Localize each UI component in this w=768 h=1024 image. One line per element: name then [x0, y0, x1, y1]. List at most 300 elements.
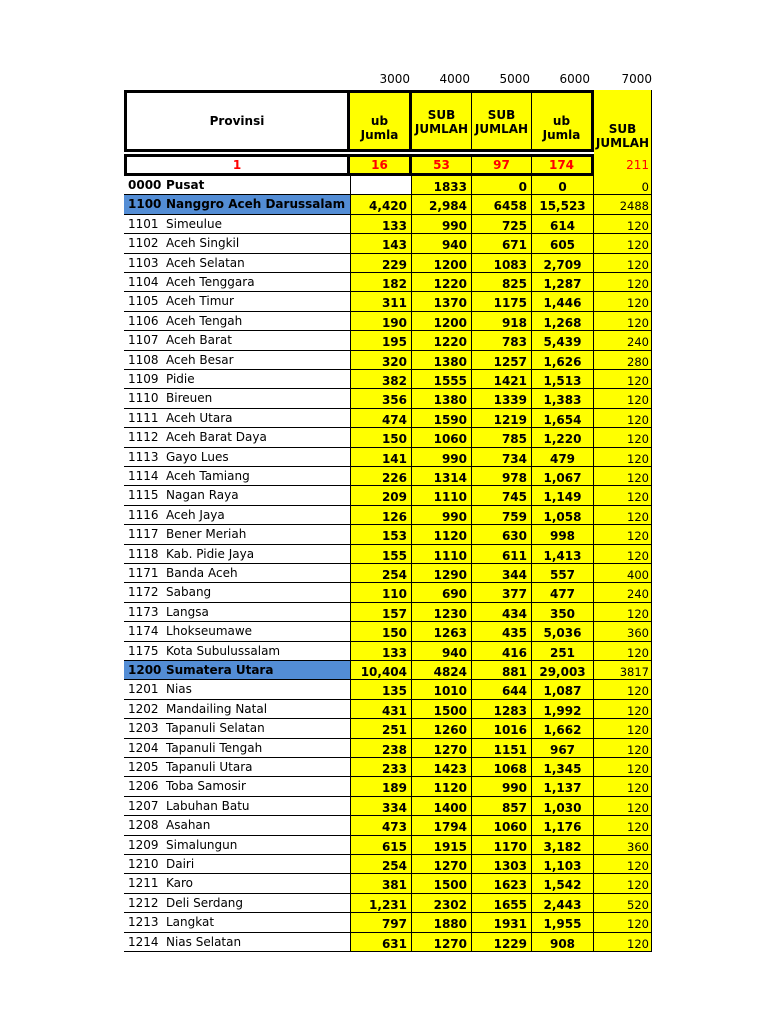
row-value: 1,383 [532, 389, 594, 408]
row-name: Aceh Timur [166, 294, 234, 309]
row-value: 29,003 [532, 661, 594, 680]
row-value: 990 [412, 448, 472, 467]
row-name: Aceh Tenggara [166, 275, 255, 289]
row-label [124, 254, 350, 273]
row-value: 240 [594, 331, 652, 350]
row-value: 479 [532, 448, 594, 467]
row-code: 1112 [128, 430, 159, 445]
header-col2-line2: JUMLAH [414, 122, 469, 136]
row-value: 1500 [412, 874, 472, 893]
row-value: 1260 [412, 719, 472, 738]
row-value: 320 [350, 351, 412, 370]
row-code: 0000 [128, 178, 162, 192]
row-label [124, 351, 350, 370]
row-value: 1400 [412, 797, 472, 816]
row-value: 209 [350, 486, 412, 505]
row-value: 1270 [412, 855, 472, 874]
header-col2-line1: SUB [427, 108, 456, 122]
row-value: 120 [594, 254, 652, 273]
row-value: 1880 [412, 913, 472, 932]
row-value: 150 [350, 428, 412, 447]
row-value: 1314 [412, 467, 472, 486]
row-value: 1200 [412, 312, 472, 331]
row-value: 1,654 [532, 409, 594, 428]
row-code: 1102 [128, 236, 159, 251]
row-label [124, 370, 350, 389]
row-value: 1220 [412, 273, 472, 292]
row-value: 435 [472, 622, 532, 641]
row-value: 120 [594, 389, 652, 408]
row-label [124, 215, 350, 234]
row-label [124, 486, 350, 505]
row-value: 110 [350, 583, 412, 602]
row-value: 1,446 [532, 292, 594, 311]
row-value: 120 [594, 370, 652, 389]
top-number: 5000 [499, 72, 530, 86]
row-value: 1,287 [532, 273, 594, 292]
row-value: 967 [532, 739, 594, 758]
row-label [124, 933, 350, 952]
row-value: 1421 [472, 370, 532, 389]
row-name: Kota Subulussalam [166, 643, 281, 658]
row-value: 434 [472, 603, 532, 622]
row-value: 1263 [412, 622, 472, 641]
row-code: 1109 [128, 372, 159, 386]
row-name: Mandailing Natal [166, 701, 268, 716]
row-name: Lhokseumawe [166, 624, 253, 639]
row-code: 1209 [128, 837, 159, 852]
index-cell: 174 [532, 154, 594, 176]
row-value: 1655 [472, 894, 532, 913]
row-value: 1623 [472, 874, 532, 893]
row-value: 1,345 [532, 758, 594, 777]
row-value: 4,420 [350, 195, 412, 214]
row-label [124, 448, 350, 467]
row-label [124, 292, 350, 311]
row-value: 2,443 [532, 894, 594, 913]
row-value: 1270 [412, 933, 472, 952]
header-col4 [532, 90, 594, 152]
row-value: 908 [532, 933, 594, 952]
row-name: Nanggro Aceh Darussalam [166, 197, 346, 212]
row-value: 195 [350, 331, 412, 350]
row-label [124, 583, 350, 602]
row-value: 1555 [412, 370, 472, 389]
row-value: 120 [594, 913, 652, 932]
row-label [124, 331, 350, 350]
row-name: Aceh Tamiang [166, 469, 250, 483]
row-code: 1105 [128, 294, 159, 309]
row-value: 1151 [472, 739, 532, 758]
row-label [124, 467, 350, 486]
row-value: 238 [350, 739, 412, 758]
row-code: 1107 [128, 333, 159, 348]
row-value: 671 [472, 234, 532, 253]
index-cell: 1 [124, 154, 350, 176]
row-code: 1205 [128, 760, 159, 774]
row-label [124, 389, 350, 408]
index-cell: 97 [472, 154, 532, 176]
row-value: 1339 [472, 389, 532, 408]
row-value: 120 [594, 486, 652, 505]
row-value: 644 [472, 680, 532, 699]
row-value: 1,103 [532, 855, 594, 874]
row-label [124, 176, 350, 195]
row-value: 1,268 [532, 312, 594, 331]
row-name: Toba Samosir [166, 779, 246, 794]
row-value: 120 [594, 739, 652, 758]
row-value: 615 [350, 836, 412, 855]
row-value: 990 [472, 777, 532, 796]
row-code: 1211 [128, 876, 159, 891]
row-code: 1214 [128, 934, 159, 949]
row-value: 940 [412, 234, 472, 253]
row-name: Tapanuli Utara [166, 760, 253, 774]
row-code: 1171 [128, 566, 159, 580]
row-value: 120 [594, 292, 652, 311]
row-value: 783 [472, 331, 532, 350]
header-col3-line2: JUMLAH [474, 122, 529, 136]
row-value: 1270 [412, 739, 472, 758]
row-value: 1120 [412, 525, 472, 544]
row-value: 251 [350, 719, 412, 738]
row-value: 120 [594, 603, 652, 622]
row-value: 150 [350, 622, 412, 641]
top-number: 6000 [559, 72, 590, 86]
row-value: 143 [350, 234, 412, 253]
row-value: 120 [594, 506, 652, 525]
row-value: 190 [350, 312, 412, 331]
row-value: 240 [594, 583, 652, 602]
row-label [124, 836, 350, 855]
row-label [124, 642, 350, 661]
row-label [124, 312, 350, 331]
row-value: 1833 [412, 176, 472, 195]
row-value: 120 [594, 933, 652, 952]
row-value: 1200 [412, 254, 472, 273]
row-value: 400 [594, 564, 652, 583]
row-value: 1110 [412, 545, 472, 564]
row-code: 1118 [128, 546, 159, 561]
row-value: 356 [350, 389, 412, 408]
row-value: 978 [472, 467, 532, 486]
row-value: 2,709 [532, 254, 594, 273]
row-value: 474 [350, 409, 412, 428]
row-name: Banda Aceh [166, 566, 238, 580]
row-value: 1016 [472, 719, 532, 738]
row-code: 1113 [128, 449, 159, 464]
row-value: 1068 [472, 758, 532, 777]
row-name: Aceh Besar [166, 352, 234, 367]
row-value: 189 [350, 777, 412, 796]
row-code: 1207 [128, 798, 159, 813]
row-value: 120 [594, 680, 652, 699]
row-code: 1116 [128, 507, 159, 522]
row-value: 940 [412, 642, 472, 661]
row-value: 182 [350, 273, 412, 292]
row-value: 254 [350, 855, 412, 874]
row-value: 2488 [594, 195, 652, 214]
row-value: 120 [594, 467, 652, 486]
row-label [124, 874, 350, 893]
row-value: 1010 [412, 680, 472, 699]
row-value: 431 [350, 700, 412, 719]
row-value: 5,439 [532, 331, 594, 350]
row-value: 1219 [472, 409, 532, 428]
header-col3 [472, 90, 532, 152]
row-value: 120 [594, 758, 652, 777]
row-value: 1380 [412, 351, 472, 370]
row-value: 630 [472, 525, 532, 544]
row-value: 1170 [472, 836, 532, 855]
row-code: 1206 [128, 779, 159, 794]
row-value: 1,542 [532, 874, 594, 893]
row-value: 6458 [472, 195, 532, 214]
row-value: 1290 [412, 564, 472, 583]
row-value: 251 [532, 642, 594, 661]
row-value: 631 [350, 933, 412, 952]
row-name: Nias Selatan [166, 934, 242, 949]
row-value: 2302 [412, 894, 472, 913]
row-value: 120 [594, 797, 652, 816]
row-value: 120 [594, 874, 652, 893]
row-value: 350 [532, 603, 594, 622]
row-value: 990 [412, 506, 472, 525]
row-label [124, 680, 350, 699]
row-value: 4824 [412, 661, 472, 680]
row-value: 1423 [412, 758, 472, 777]
row-value: 120 [594, 312, 652, 331]
row-name: Pusat [166, 178, 205, 192]
row-label [124, 564, 350, 583]
header-col4-label: ub Jumla [542, 114, 581, 142]
row-value: 1229 [472, 933, 532, 952]
row-value: 690 [412, 583, 472, 602]
row-label [124, 719, 350, 738]
row-value: 1060 [472, 816, 532, 835]
row-code: 1103 [128, 255, 159, 270]
row-code: 1201 [128, 682, 159, 697]
row-name: Karo [166, 876, 194, 891]
row-code: 1212 [128, 895, 159, 910]
row-value: 1,955 [532, 913, 594, 932]
row-value: 1,513 [532, 370, 594, 389]
row-value: 3817 [594, 661, 652, 680]
row-value: 141 [350, 448, 412, 467]
header-col5-line1: SUB [608, 122, 637, 136]
row-value: 1,149 [532, 486, 594, 505]
row-value: 557 [532, 564, 594, 583]
row-name: Tapanuli Selatan [166, 721, 265, 736]
row-name: Aceh Singkil [166, 236, 240, 251]
row-value: 120 [594, 525, 652, 544]
row-value: 120 [594, 409, 652, 428]
header-col1 [350, 90, 412, 152]
row-value: 473 [350, 816, 412, 835]
row-value: 157 [350, 603, 412, 622]
header-col3-line1: SUB [487, 108, 516, 122]
row-value: 1060 [412, 428, 472, 447]
row-value: 120 [594, 855, 652, 874]
row-value: 153 [350, 525, 412, 544]
row-value: 1120 [412, 777, 472, 796]
row-value: 280 [594, 351, 652, 370]
row-value: 120 [594, 777, 652, 796]
row-value: 334 [350, 797, 412, 816]
row-value: 745 [472, 486, 532, 505]
row-label [124, 525, 350, 544]
row-value: 2,984 [412, 195, 472, 214]
row-label [124, 622, 350, 641]
row-value: 120 [594, 448, 652, 467]
row-label [124, 506, 350, 525]
row-value: 120 [594, 215, 652, 234]
row-value: 998 [532, 525, 594, 544]
header-col5 [594, 90, 652, 158]
row-value: 126 [350, 506, 412, 525]
row-code: 1100 [128, 197, 162, 212]
index-cell: 53 [412, 154, 472, 176]
row-value: 1,626 [532, 351, 594, 370]
row-value: 1257 [472, 351, 532, 370]
row-name: Asahan [166, 818, 211, 833]
row-value: 0 [594, 176, 652, 195]
row-name: Langsa [166, 604, 209, 619]
row-code: 1208 [128, 818, 159, 833]
row-value: 133 [350, 642, 412, 661]
row-value: 10,404 [350, 661, 412, 680]
row-label [124, 700, 350, 719]
row-code: 1111 [128, 410, 159, 425]
row-value: 734 [472, 448, 532, 467]
row-name: Pidie [166, 372, 195, 386]
row-code: 1174 [128, 624, 159, 639]
row-value: 1,030 [532, 797, 594, 816]
row-label [124, 234, 350, 253]
row-value: 1,662 [532, 719, 594, 738]
row-value: 605 [532, 234, 594, 253]
row-name: Aceh Barat Daya [166, 430, 267, 445]
row-code: 1117 [128, 527, 159, 542]
row-code: 1202 [128, 701, 159, 716]
row-name: Labuhan Batu [166, 798, 250, 813]
row-name: Aceh Barat [166, 333, 232, 348]
row-value: 120 [594, 428, 652, 447]
row-value: 133 [350, 215, 412, 234]
row-value: 416 [472, 642, 532, 661]
row-value: 120 [594, 234, 652, 253]
row-code: 1173 [128, 604, 159, 619]
row-label [124, 603, 350, 622]
row-label [124, 855, 350, 874]
row-value: 120 [594, 719, 652, 738]
top-number: 7000 [621, 72, 652, 86]
row-value: 1303 [472, 855, 532, 874]
row-value: 1,087 [532, 680, 594, 699]
row-value: 229 [350, 254, 412, 273]
top-number: 3000 [379, 72, 410, 86]
row-value: 311 [350, 292, 412, 311]
row-value: 5,036 [532, 622, 594, 641]
row-code: 1115 [128, 488, 159, 503]
row-code: 1203 [128, 721, 159, 736]
row-label [124, 797, 350, 816]
header-col1-label: ub Jumla [360, 114, 399, 142]
row-value: 881 [472, 661, 532, 680]
row-value: 1590 [412, 409, 472, 428]
row-code: 1172 [128, 585, 159, 600]
row-label [124, 816, 350, 835]
row-code: 1104 [128, 275, 159, 289]
header-col2 [412, 90, 472, 152]
row-code: 1210 [128, 857, 159, 871]
row-value: 857 [472, 797, 532, 816]
row-name: Aceh Utara [166, 410, 233, 425]
row-label [124, 661, 350, 680]
row-value: 725 [472, 215, 532, 234]
row-name: Aceh Selatan [166, 255, 245, 270]
row-value: 1,220 [532, 428, 594, 447]
row-value: 382 [350, 370, 412, 389]
row-value: 155 [350, 545, 412, 564]
row-code: 1200 [128, 663, 162, 677]
row-value [350, 176, 412, 195]
row-name: Aceh Jaya [166, 507, 225, 522]
row-value: 1110 [412, 486, 472, 505]
row-value: 1380 [412, 389, 472, 408]
row-name: Simeulue [166, 216, 222, 231]
row-value: 1,137 [532, 777, 594, 796]
row-value: 120 [594, 545, 652, 564]
row-value: 825 [472, 273, 532, 292]
row-name: Dairi [166, 857, 195, 871]
row-value: 1931 [472, 913, 532, 932]
row-label [124, 273, 350, 292]
row-label [124, 195, 350, 214]
row-code: 1213 [128, 915, 159, 930]
row-value: 1,413 [532, 545, 594, 564]
header-col5-line2: JUMLAH [595, 136, 650, 150]
row-name: Aceh Tengah [166, 313, 243, 328]
row-value: 1230 [412, 603, 472, 622]
row-name: Nias [166, 682, 192, 697]
row-value: 360 [594, 622, 652, 641]
row-value: 1083 [472, 254, 532, 273]
row-value: 0 [532, 176, 594, 195]
row-value: 1915 [412, 836, 472, 855]
row-name: Sumatera Utara [166, 663, 274, 677]
row-value: 233 [350, 758, 412, 777]
row-label [124, 739, 350, 758]
row-code: 1175 [128, 643, 159, 658]
row-name: Gayo Lues [166, 449, 229, 464]
row-label [124, 777, 350, 796]
row-value: 0 [472, 176, 532, 195]
row-value: 120 [594, 273, 652, 292]
row-name: Bireuen [166, 391, 213, 406]
row-code: 1108 [128, 352, 159, 367]
row-name: Kab. Pidie Jaya [166, 546, 255, 561]
row-value: 381 [350, 874, 412, 893]
row-value: 1,067 [532, 467, 594, 486]
row-value: 135 [350, 680, 412, 699]
row-value: 344 [472, 564, 532, 583]
row-value: 120 [594, 816, 652, 835]
row-value: 1500 [412, 700, 472, 719]
index-cell: 16 [350, 154, 412, 176]
row-name: Nagan Raya [166, 488, 239, 503]
row-name: Sabang [166, 585, 212, 600]
